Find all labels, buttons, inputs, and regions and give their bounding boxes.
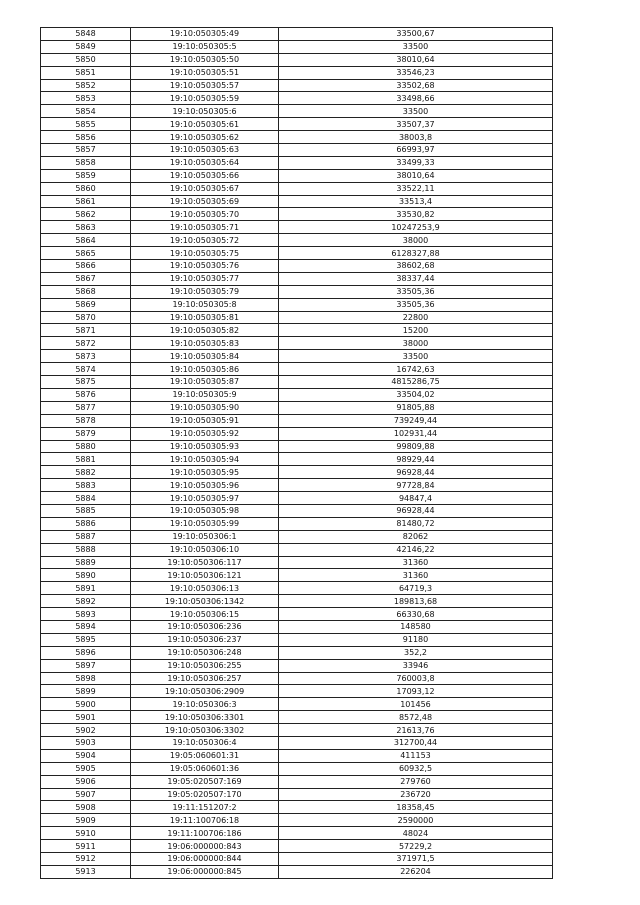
value-cell: 33500	[279, 350, 553, 363]
cadastral-number-cell: 19:10:050305:8	[131, 298, 279, 311]
table-row	[41, 724, 553, 737]
row-number-cell: 5893	[41, 608, 131, 621]
row-number-cell: 5904	[41, 749, 131, 762]
value-cell: 33505,36	[279, 298, 553, 311]
row-number-cell: 5883	[41, 479, 131, 492]
row-number-cell: 5911	[41, 840, 131, 853]
value-cell: 371971,5	[279, 853, 553, 866]
cadastral-number-cell: 19:10:050305:64	[131, 156, 279, 169]
table-row	[41, 66, 553, 79]
cadastral-number-cell: 19:10:050305:72	[131, 234, 279, 247]
table-row	[41, 131, 553, 144]
cadastral-number-cell: 19:10:050305:67	[131, 182, 279, 195]
row-number-cell: 5859	[41, 169, 131, 182]
table-row	[41, 169, 553, 182]
value-cell: 33513,4	[279, 195, 553, 208]
value-cell: 6128327,88	[279, 247, 553, 260]
row-number-cell: 5875	[41, 376, 131, 389]
row-number-cell: 5872	[41, 337, 131, 350]
cadastral-number-cell: 19:10:050305:61	[131, 118, 279, 131]
value-cell: 99809,88	[279, 440, 553, 453]
value-cell: 102931,44	[279, 427, 553, 440]
cadastral-number-cell: 19:10:050306:4	[131, 736, 279, 749]
table-row	[41, 285, 553, 298]
cadastral-number-cell: 19:10:050306:248	[131, 646, 279, 659]
cadastral-number-cell: 19:10:050305:82	[131, 324, 279, 337]
table-row	[41, 414, 553, 427]
row-number-cell: 5858	[41, 156, 131, 169]
row-number-cell: 5877	[41, 401, 131, 414]
table-row	[41, 337, 553, 350]
cadastral-number-cell: 19:10:050305:99	[131, 517, 279, 530]
table-row	[41, 840, 553, 853]
row-number-cell: 5870	[41, 311, 131, 324]
cadastral-number-cell: 19:10:050306:236	[131, 620, 279, 633]
value-cell: 352,2	[279, 646, 553, 659]
cadastral-number-cell: 19:10:050305:69	[131, 195, 279, 208]
cadastral-number-cell: 19:10:050306:255	[131, 659, 279, 672]
row-number-cell: 5909	[41, 814, 131, 827]
value-cell: 33500,67	[279, 28, 553, 41]
table-row	[41, 260, 553, 273]
table-row	[41, 517, 553, 530]
value-cell: 18358,45	[279, 801, 553, 814]
value-cell: 10247253,9	[279, 221, 553, 234]
row-number-cell: 5886	[41, 517, 131, 530]
cadastral-number-cell: 19:10:050305:79	[131, 285, 279, 298]
value-cell: 33505,36	[279, 285, 553, 298]
row-number-cell: 5871	[41, 324, 131, 337]
table-row	[41, 324, 553, 337]
table-row	[41, 659, 553, 672]
value-cell: 94847,4	[279, 492, 553, 505]
cadastral-number-cell: 19:10:050305:71	[131, 221, 279, 234]
cadastral-number-cell: 19:11:100706:18	[131, 814, 279, 827]
data-table	[40, 27, 553, 879]
row-number-cell: 5874	[41, 363, 131, 376]
cadastral-number-cell: 19:10:050305:87	[131, 376, 279, 389]
cadastral-number-cell: 19:10:050305:6	[131, 105, 279, 118]
cadastral-number-cell: 19:10:050306:121	[131, 569, 279, 582]
value-cell: 38010,64	[279, 169, 553, 182]
table-row	[41, 762, 553, 775]
value-cell: 101456	[279, 698, 553, 711]
row-number-cell: 5879	[41, 427, 131, 440]
value-cell: 8572,48	[279, 711, 553, 724]
table-row	[41, 388, 553, 401]
value-cell: 33500	[279, 40, 553, 53]
table-row	[41, 79, 553, 92]
row-number-cell: 5891	[41, 582, 131, 595]
value-cell: 279760	[279, 775, 553, 788]
value-cell: 15200	[279, 324, 553, 337]
cadastral-number-cell: 19:10:050305:93	[131, 440, 279, 453]
table-row	[41, 788, 553, 801]
table-row	[41, 543, 553, 556]
cadastral-number-cell: 19:10:050306:2909	[131, 685, 279, 698]
row-number-cell: 5887	[41, 530, 131, 543]
value-cell: 66330,68	[279, 608, 553, 621]
row-number-cell: 5889	[41, 556, 131, 569]
cadastral-number-cell: 19:10:050305:63	[131, 144, 279, 157]
table-row	[41, 195, 553, 208]
row-number-cell: 5860	[41, 182, 131, 195]
row-number-cell: 5881	[41, 453, 131, 466]
value-cell: 236720	[279, 788, 553, 801]
table-row	[41, 698, 553, 711]
row-number-cell: 5876	[41, 388, 131, 401]
table-row	[41, 350, 553, 363]
cadastral-number-cell: 19:10:050306:3301	[131, 711, 279, 724]
row-number-cell: 5853	[41, 92, 131, 105]
table-row	[41, 221, 553, 234]
table-row	[41, 775, 553, 788]
row-number-cell: 5868	[41, 285, 131, 298]
cadastral-number-cell: 19:10:050305:9	[131, 388, 279, 401]
row-number-cell: 5852	[41, 79, 131, 92]
cadastral-number-cell: 19:10:050306:15	[131, 608, 279, 621]
table-row	[41, 208, 553, 221]
cadastral-number-cell: 19:05:060601:31	[131, 749, 279, 762]
table-row	[41, 363, 553, 376]
value-cell: 91805,88	[279, 401, 553, 414]
table-row	[41, 234, 553, 247]
value-cell: 96928,44	[279, 466, 553, 479]
cadastral-number-cell: 19:10:050306:13	[131, 582, 279, 595]
row-number-cell: 5885	[41, 504, 131, 517]
cadastral-number-cell: 19:10:050305:86	[131, 363, 279, 376]
row-number-cell: 5902	[41, 724, 131, 737]
cadastral-number-cell: 19:10:050305:96	[131, 479, 279, 492]
row-number-cell: 5908	[41, 801, 131, 814]
value-cell: 82062	[279, 530, 553, 543]
cadastral-number-cell: 19:05:020507:170	[131, 788, 279, 801]
row-number-cell: 5857	[41, 144, 131, 157]
row-number-cell: 5899	[41, 685, 131, 698]
cadastral-number-cell: 19:10:050305:59	[131, 92, 279, 105]
value-cell: 31360	[279, 569, 553, 582]
row-number-cell: 5897	[41, 659, 131, 672]
value-cell: 33507,37	[279, 118, 553, 131]
cadastral-number-cell: 19:10:050306:237	[131, 633, 279, 646]
value-cell: 33522,11	[279, 182, 553, 195]
cadastral-number-cell: 19:06:000000:844	[131, 853, 279, 866]
table-body	[41, 28, 553, 879]
cadastral-number-cell: 19:10:050305:51	[131, 66, 279, 79]
table-row	[41, 479, 553, 492]
table-row	[41, 749, 553, 762]
cadastral-number-cell: 19:10:050306:257	[131, 672, 279, 685]
cadastral-number-cell: 19:10:050305:98	[131, 504, 279, 517]
value-cell: 48024	[279, 827, 553, 840]
value-cell: 33504,02	[279, 388, 553, 401]
table-row	[41, 28, 553, 41]
table-row	[41, 272, 553, 285]
value-cell: 33530,82	[279, 208, 553, 221]
cadastral-number-cell: 19:10:050305:49	[131, 28, 279, 41]
value-cell: 189813,68	[279, 595, 553, 608]
table-row	[41, 853, 553, 866]
row-number-cell: 5865	[41, 247, 131, 260]
cadastral-number-cell: 19:10:050305:77	[131, 272, 279, 285]
value-cell: 33546,23	[279, 66, 553, 79]
table-row	[41, 827, 553, 840]
value-cell: 98929,44	[279, 453, 553, 466]
cadastral-number-cell: 19:10:050305:75	[131, 247, 279, 260]
row-number-cell: 5905	[41, 762, 131, 775]
table-row	[41, 582, 553, 595]
cadastral-number-cell: 19:11:151207:2	[131, 801, 279, 814]
cadastral-number-cell: 19:05:020507:169	[131, 775, 279, 788]
table-row	[41, 247, 553, 260]
value-cell: 38602,68	[279, 260, 553, 273]
value-cell: 31360	[279, 556, 553, 569]
cadastral-number-cell: 19:10:050305:97	[131, 492, 279, 505]
value-cell: 38000	[279, 234, 553, 247]
row-number-cell: 5849	[41, 40, 131, 53]
table-row	[41, 427, 553, 440]
row-number-cell: 5913	[41, 865, 131, 878]
value-cell: 226204	[279, 865, 553, 878]
value-cell: 411153	[279, 749, 553, 762]
value-cell: 60932,5	[279, 762, 553, 775]
cadastral-number-cell: 19:10:050305:66	[131, 169, 279, 182]
row-number-cell: 5895	[41, 633, 131, 646]
row-number-cell: 5867	[41, 272, 131, 285]
table-row	[41, 504, 553, 517]
value-cell: 38003,8	[279, 131, 553, 144]
table-row	[41, 118, 553, 131]
row-number-cell: 5866	[41, 260, 131, 273]
table-row	[41, 556, 553, 569]
value-cell: 33946	[279, 659, 553, 672]
cadastral-number-cell: 19:10:050305:95	[131, 466, 279, 479]
value-cell: 17093,12	[279, 685, 553, 698]
table-row	[41, 298, 553, 311]
cadastral-number-cell: 19:10:050305:83	[131, 337, 279, 350]
table-row	[41, 440, 553, 453]
cadastral-number-cell: 19:06:000000:845	[131, 865, 279, 878]
cadastral-number-cell: 19:10:050305:76	[131, 260, 279, 273]
table-row	[41, 492, 553, 505]
value-cell: 760003,8	[279, 672, 553, 685]
value-cell: 91180	[279, 633, 553, 646]
row-number-cell: 5861	[41, 195, 131, 208]
row-number-cell: 5856	[41, 131, 131, 144]
value-cell: 97728,84	[279, 479, 553, 492]
value-cell: 81480,72	[279, 517, 553, 530]
value-cell: 22800	[279, 311, 553, 324]
cadastral-number-cell: 19:06:000000:843	[131, 840, 279, 853]
table-row	[41, 736, 553, 749]
table-row	[41, 814, 553, 827]
cadastral-number-cell: 19:10:050305:81	[131, 311, 279, 324]
value-cell: 66993,97	[279, 144, 553, 157]
cadastral-number-cell: 19:10:050306:1	[131, 530, 279, 543]
cadastral-number-cell: 19:10:050306:10	[131, 543, 279, 556]
cadastral-number-cell: 19:10:050305:70	[131, 208, 279, 221]
row-number-cell: 5855	[41, 118, 131, 131]
row-number-cell: 5898	[41, 672, 131, 685]
row-number-cell: 5906	[41, 775, 131, 788]
row-number-cell: 5888	[41, 543, 131, 556]
row-number-cell: 5903	[41, 736, 131, 749]
row-number-cell: 5854	[41, 105, 131, 118]
cadastral-number-cell: 19:10:050305:57	[131, 79, 279, 92]
cadastral-number-cell: 19:10:050306:3	[131, 698, 279, 711]
row-number-cell: 5848	[41, 28, 131, 41]
table-row	[41, 144, 553, 157]
table-row	[41, 646, 553, 659]
cadastral-number-cell: 19:10:050305:94	[131, 453, 279, 466]
table-row	[41, 608, 553, 621]
row-number-cell: 5864	[41, 234, 131, 247]
value-cell: 33499,33	[279, 156, 553, 169]
table-row	[41, 865, 553, 878]
table-row	[41, 53, 553, 66]
cadastral-number-cell: 19:10:050306:1342	[131, 595, 279, 608]
table-row	[41, 105, 553, 118]
row-number-cell: 5884	[41, 492, 131, 505]
table-row	[41, 595, 553, 608]
row-number-cell: 5892	[41, 595, 131, 608]
row-number-cell: 5900	[41, 698, 131, 711]
table-row	[41, 453, 553, 466]
row-number-cell: 5912	[41, 853, 131, 866]
table-row	[41, 685, 553, 698]
cadastral-number-cell: 19:10:050306:117	[131, 556, 279, 569]
row-number-cell: 5890	[41, 569, 131, 582]
table-row	[41, 311, 553, 324]
table-row	[41, 401, 553, 414]
value-cell: 21613,76	[279, 724, 553, 737]
value-cell: 2590000	[279, 814, 553, 827]
cadastral-number-cell: 19:11:100706:186	[131, 827, 279, 840]
cadastral-number-cell: 19:10:050305:90	[131, 401, 279, 414]
cadastral-number-cell: 19:05:060601:36	[131, 762, 279, 775]
cadastral-number-cell: 19:10:050306:3302	[131, 724, 279, 737]
value-cell: 148580	[279, 620, 553, 633]
cadastral-number-cell: 19:10:050305:84	[131, 350, 279, 363]
row-number-cell: 5862	[41, 208, 131, 221]
row-number-cell: 5896	[41, 646, 131, 659]
table-row	[41, 801, 553, 814]
value-cell: 739249,44	[279, 414, 553, 427]
value-cell: 38000	[279, 337, 553, 350]
cadastral-number-cell: 19:10:050305:50	[131, 53, 279, 66]
value-cell: 38337,44	[279, 272, 553, 285]
row-number-cell: 5907	[41, 788, 131, 801]
value-cell: 42146,22	[279, 543, 553, 556]
value-cell: 64719,3	[279, 582, 553, 595]
table-row	[41, 672, 553, 685]
cadastral-number-cell: 19:10:050305:62	[131, 131, 279, 144]
cadastral-number-cell: 19:10:050305:91	[131, 414, 279, 427]
cadastral-number-cell: 19:10:050305:92	[131, 427, 279, 440]
row-number-cell: 5851	[41, 66, 131, 79]
cadastral-number-cell: 19:10:050305:5	[131, 40, 279, 53]
value-cell: 33500	[279, 105, 553, 118]
row-number-cell: 5869	[41, 298, 131, 311]
row-number-cell: 5882	[41, 466, 131, 479]
table-row	[41, 569, 553, 582]
row-number-cell: 5873	[41, 350, 131, 363]
table-row	[41, 40, 553, 53]
row-number-cell: 5901	[41, 711, 131, 724]
value-cell: 33502,68	[279, 79, 553, 92]
row-number-cell: 5880	[41, 440, 131, 453]
value-cell: 33498,66	[279, 92, 553, 105]
value-cell: 312700,44	[279, 736, 553, 749]
table-row	[41, 182, 553, 195]
table-row	[41, 156, 553, 169]
row-number-cell: 5863	[41, 221, 131, 234]
value-cell: 16742,63	[279, 363, 553, 376]
row-number-cell: 5878	[41, 414, 131, 427]
table-row	[41, 466, 553, 479]
table-row	[41, 376, 553, 389]
row-number-cell: 5850	[41, 53, 131, 66]
table-row	[41, 92, 553, 105]
value-cell: 38010,64	[279, 53, 553, 66]
value-cell: 96928,44	[279, 504, 553, 517]
table-row	[41, 530, 553, 543]
row-number-cell: 5910	[41, 827, 131, 840]
value-cell: 4815286,75	[279, 376, 553, 389]
value-cell: 57229,2	[279, 840, 553, 853]
table-row	[41, 620, 553, 633]
row-number-cell: 5894	[41, 620, 131, 633]
table-row	[41, 633, 553, 646]
table-row	[41, 711, 553, 724]
